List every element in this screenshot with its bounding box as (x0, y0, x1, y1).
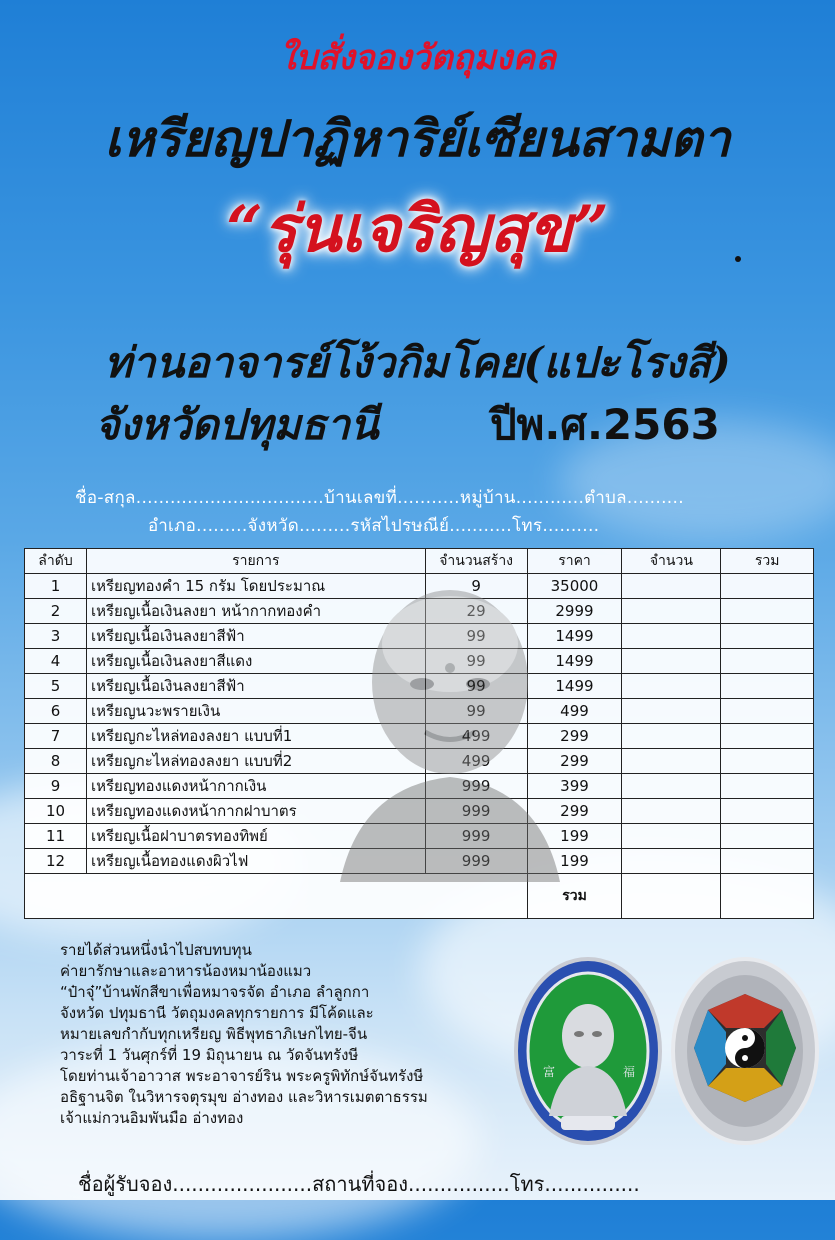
note-line: ค่ายารักษาและอาหารน้องหมาน้องแมว (60, 962, 312, 980)
table-row (25, 699, 814, 724)
medal-front-image (513, 956, 663, 1146)
cell-amount[interactable] (622, 649, 721, 674)
cell-price: 35000 (527, 574, 622, 599)
cell-quantity-made: 999 (425, 799, 527, 824)
col-header-quantity-made: จำนวนสร้าง (425, 549, 527, 574)
cell-no: 7 (25, 724, 87, 749)
edition-name: “รุ่นเจริญสุข” (226, 192, 609, 267)
cell-price: 1499 (527, 649, 622, 674)
cell-item: เหรียญทองแดงหน้ากากเงิน (86, 774, 425, 799)
note-line: อธิฐานจิต ในวิหารจตุรมุข อ่างทอง และวิหารเมตตาธรรม (60, 1088, 428, 1106)
cell-item: เหรียญเนื้อเงินลงยาสีแดง (86, 649, 425, 674)
booking-footer-line: ชื่อผู้รับจอง......................สถานที่จอง................โทร............... (78, 1172, 640, 1196)
cell-price: 299 (527, 724, 622, 749)
donation-note (60, 940, 505, 1129)
cell-total[interactable] (721, 749, 814, 774)
cell-item: เหรียญกะไหล่ทองลงยา แบบที่1 (86, 724, 425, 749)
cell-total[interactable] (721, 799, 814, 824)
sum-total-cell[interactable] (721, 874, 814, 919)
cell-total[interactable] (721, 649, 814, 674)
cell-quantity-made: 99 (425, 699, 527, 724)
note-line: จังหวัด ปทุมธานี วัตถุมงคลทุกรายการ มีโค้ดและ (60, 1004, 374, 1022)
cell-no: 3 (25, 624, 87, 649)
svg-text:福: 福 (623, 1065, 636, 1079)
table-row (25, 574, 814, 599)
cell-no: 12 (25, 849, 87, 874)
year-label: ปีพ.ศ.2563 (490, 400, 720, 449)
table-header-row (25, 549, 814, 574)
table-row (25, 824, 814, 849)
cell-quantity-made: 99 (425, 674, 527, 699)
master-name: ท่านอาจารย์โง้วกิมโคย(แปะโรงสี) (104, 338, 731, 387)
cell-quantity-made: 999 (425, 849, 527, 874)
cell-quantity-made: 999 (425, 774, 527, 799)
cell-price: 199 (527, 849, 622, 874)
cell-amount[interactable] (622, 574, 721, 599)
medal-title: เหรียญปาฏิหาริย์เซียนสามตา (104, 109, 731, 168)
cell-total[interactable] (721, 599, 814, 624)
table-row (25, 674, 814, 699)
svg-text:富: 富 (543, 1065, 556, 1079)
table-row (25, 799, 814, 824)
cell-price: 499 (527, 699, 622, 724)
cell-amount[interactable] (622, 624, 721, 649)
cell-quantity-made: 499 (425, 749, 527, 774)
cell-amount[interactable] (622, 724, 721, 749)
cell-amount[interactable] (622, 674, 721, 699)
cell-amount[interactable] (622, 774, 721, 799)
cell-no: 5 (25, 674, 87, 699)
note-line: หมายเลขกำกับทุกเหรียญ พิธีพุทธาภิเษกไทย-จีน (60, 1025, 368, 1043)
table-row (25, 599, 814, 624)
cell-no: 4 (25, 649, 87, 674)
note-line: รายได้ส่วนหนึ่งนำไปสบทบทุน (60, 941, 252, 959)
col-header-total: รวม (721, 549, 814, 574)
note-line: โดยท่านเจ้าอาวาส พระอาจารย์ริน พระครูพิทักษ์จันทรังษี (60, 1067, 424, 1085)
cell-quantity-made: 9 (425, 574, 527, 599)
cell-total[interactable] (721, 824, 814, 849)
form-line-address: ชื่อ-สกุล.................................บ้านเลขที่...........หมู่บ้าน............ตำบล.......... (75, 488, 684, 508)
cell-no: 8 (25, 749, 87, 774)
table-row (25, 724, 814, 749)
cell-amount[interactable] (622, 749, 721, 774)
cell-amount[interactable] (622, 849, 721, 874)
cell-price: 1499 (527, 674, 622, 699)
note-line: เจ้าแม่กวนอิมพันมือ อ่างทอง (60, 1109, 244, 1127)
sum-row (25, 874, 814, 919)
col-header-price: ราคา (527, 549, 622, 574)
cell-no: 9 (25, 774, 87, 799)
table-row (25, 624, 814, 649)
table-row (25, 849, 814, 874)
cell-quantity-made: 499 (425, 724, 527, 749)
col-header-no: ลำดับ (25, 549, 87, 574)
cell-price: 299 (527, 749, 622, 774)
cell-item: เหรียญทองแดงหน้ากากฝาบาตร (86, 799, 425, 824)
cell-price: 399 (527, 774, 622, 799)
table-row (25, 649, 814, 674)
cell-quantity-made: 99 (425, 624, 527, 649)
cell-price: 199 (527, 824, 622, 849)
cell-no: 6 (25, 699, 87, 724)
sum-blank-cell (25, 874, 528, 919)
cell-amount[interactable] (622, 699, 721, 724)
cell-item: เหรียญเนื้อเงินลงยาสีฟ้า (86, 674, 425, 699)
order-form-subtitle: ใบสั่งจองวัตถุมงคล (279, 38, 556, 78)
cell-total[interactable] (721, 849, 814, 874)
province-label: จังหวัดปทุมธานี (95, 400, 379, 449)
col-header-amount: จำนวน (622, 549, 721, 574)
note-line: วาระที่ 1 วันศุกร์ที่ 19 มิถุนายน ณ วัดจันทรังษี (60, 1046, 359, 1064)
cell-item: เหรียญกะไหล่ทองลงยา แบบที่2 (86, 749, 425, 774)
cell-item: เหรียญนวะพรายเงิน (86, 699, 425, 724)
cell-item: เหรียญเนื้อเงินลงยาสีฟ้า (86, 624, 425, 649)
cell-no: 1 (25, 574, 87, 599)
cell-no: 2 (25, 599, 87, 624)
cell-quantity-made: 99 (425, 649, 527, 674)
form-line-contact: อำเภอ.........จังหวัด.........รหัสไปรษณีย์...........โทร.......... (148, 516, 600, 536)
sum-label: รวม (527, 874, 622, 919)
order-table (24, 548, 814, 919)
col-header-item: รายการ (86, 549, 425, 574)
note-line: “ป๋าจุ๋”บ้านพักสีขาเพื่อหมาจรจัด อำเภอ ลำลูกกา (60, 983, 370, 1001)
cell-total[interactable] (721, 674, 814, 699)
cell-no: 10 (25, 799, 87, 824)
medal-back-image (670, 956, 820, 1146)
cell-item: เหรียญทองคำ 15 กรัม โดยประมาณ (86, 574, 425, 599)
cell-no: 11 (25, 824, 87, 849)
cell-item: เหรียญเนื้อทองแดงผิวไฟ (86, 849, 425, 874)
table-row (25, 749, 814, 774)
cell-quantity-made: 29 (425, 599, 527, 624)
cell-item: เหรียญเนื้อเงินลงยา หน้ากากทองคำ (86, 599, 425, 624)
cell-total[interactable] (721, 774, 814, 799)
cell-total[interactable] (721, 724, 814, 749)
dot-mark (735, 256, 741, 262)
cell-total[interactable] (721, 574, 814, 599)
cell-quantity-made: 999 (425, 824, 527, 849)
cell-price: 299 (527, 799, 622, 824)
cell-price: 2999 (527, 599, 622, 624)
cell-total[interactable] (721, 699, 814, 724)
cell-amount[interactable] (622, 599, 721, 624)
cell-price: 1499 (527, 624, 622, 649)
sum-amount-cell[interactable] (622, 874, 721, 919)
table-row (25, 774, 814, 799)
cell-item: เหรียญเนื้อฝาบาตรทองทิพย์ (86, 824, 425, 849)
cell-amount[interactable] (622, 824, 721, 849)
cell-total[interactable] (721, 624, 814, 649)
cell-amount[interactable] (622, 799, 721, 824)
